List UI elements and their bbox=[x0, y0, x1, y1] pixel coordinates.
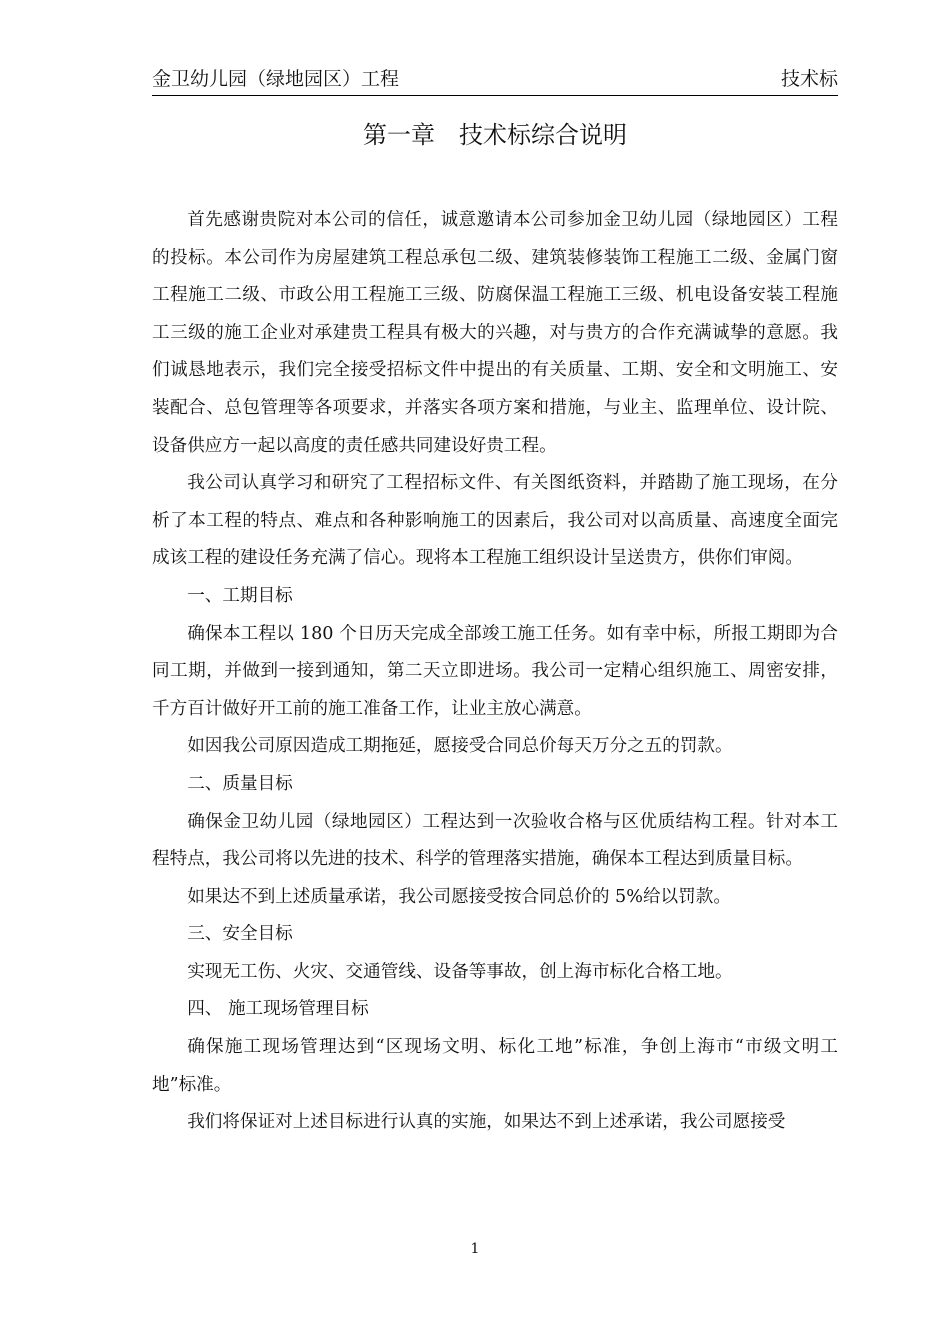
paragraph-commitment: 我们将保证对上述目标进行认真的实施，如果达不到上述承诺，我公司愿接受 bbox=[187, 1112, 786, 1133]
paragraph-site-management: 确保施工现场管理达到“区现场文明、标化工地”标准，争创上海市“市级文明工地”标准。 bbox=[152, 1037, 838, 1095]
header-project-name: 金卫幼儿园（绿地园区）工程 bbox=[152, 68, 400, 90]
paragraph-schedule-penalty: 如因我公司原因造成工期拖延，愿接受合同总价每天万分之五的罚款。 bbox=[187, 736, 733, 757]
document-body bbox=[152, 202, 838, 1142]
paragraph-quality-penalty: 如果达不到上述质量承诺，我公司愿接受按合同总价的 5%给以罚款。 bbox=[187, 886, 731, 907]
paragraph-safety: 实现无工伤、火灾、交通管线、设备等事故，创上海市标化合格工地。 bbox=[187, 961, 733, 982]
chapter-title: 第一章 技术标综合说明 bbox=[363, 121, 627, 149]
page-number: 1 bbox=[470, 1241, 480, 1257]
header-section-label: 技术标 bbox=[780, 68, 838, 90]
paragraph-intro-thanks: 首先感谢贵院对本公司的信任，诚意邀请本公司参加金卫幼儿园（绿地园区）工程的投标。本公司作为房屋建筑工程总承包二级、建筑装修装饰工程施工二级、金属门窗工程施工二级、市政公用工程施工三级、防腐保温工程施工三级、机电设备安装工程施工三级的施工企业对承建贵工程具有极大的兴趣，对与贵方的合作充满诚挚的意愿。我们诚恳地表示，我们完全接受招标文件中提出的有关质量、工期、安全和文明施工、安装配合、总包管理等各项要求，并落实各项方案和措施，与业主、监理单位、设计院、设备供应方一起以高度的责任感共同建设好贵工程。 bbox=[152, 210, 838, 456]
paragraph-intro-study: 我公司认真学习和研究了工程招标文件、有关图纸资料，并踏勘了施工现场，在分析了本工程的特点、难点和各种影响施工的因素后，我公司对以高质量、高速度全面完成该工程的建设任务充满了信心。现将本工程施工组织设计呈送贵方，供你们审阅。 bbox=[152, 473, 838, 569]
section-heading-site-management: 四、 施工现场管理目标 bbox=[187, 999, 369, 1020]
paragraph-schedule: 确保本工程以 180 个日历天完成全部竣工施工任务。如有幸中标，所报工期即为合同工期，并做到一接到通知，第二天立即进场。我公司一定精心组织施工、周密安排，千方百计做好开工前的施工准备工作，让业主放心满意。 bbox=[152, 623, 838, 719]
section-heading-safety: 三、安全目标 bbox=[187, 924, 293, 945]
paragraph-quality: 确保金卫幼儿园（绿地园区）工程达到一次验收合格与区优质结构工程。针对本工程特点，我公司将以先进的技术、科学的管理落实措施，确保本工程达到质量目标。 bbox=[152, 811, 838, 870]
section-heading-quality: 二、质量目标 bbox=[187, 773, 293, 794]
section-heading-schedule: 一、工期目标 bbox=[187, 585, 293, 606]
header-divider bbox=[152, 95, 838, 96]
page-header bbox=[152, 64, 838, 94]
